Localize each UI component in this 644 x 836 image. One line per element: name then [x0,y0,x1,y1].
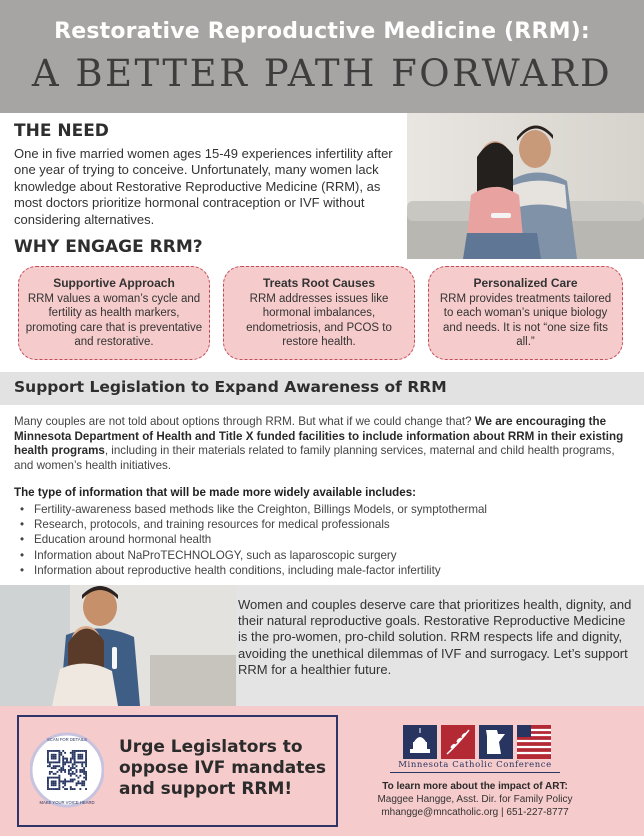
legislation-heading: Support Legislation to Expand Awareness of RRM [14,378,447,396]
card-body: RRM addresses issues like hormonal imbalances, endometriosis, and PCOS to restore health. [246,293,392,348]
mcc-logos [401,722,551,762]
card-title: Treats Root Causes [262,276,376,290]
org-name-text: Minnesota Catholic Conference [398,760,552,770]
info-heading: The type of information that will be made more widely available includes: [14,486,416,499]
need-heading: THE NEED [14,121,109,141]
learn-title: To learn more about the impact of ART: [382,781,568,792]
qr-code[interactable] [30,723,104,817]
contact-line[interactable]: mhangge@mncatholic.org | 651-227-8777 [381,807,569,818]
title-line-2: A BETTER PATH FORWARD [31,52,613,95]
need-body: One in five married women ages 15-49 experiences infertility after one year of trying to conceive. Unfortunately, many women lack knowledge about Restorative Reproductive Medicine (RRM), as most doctors prioritize hormonal contraception or IVF without considering alternatives. [14,146,393,227]
closing-text: Women and couples deserve care that prioritizes health, dignity, and their natural reproductive goals. Restorative Reproductive Medicine is the pro-women, pro-child solution. RRM respects life and dignity, avoiding the unethical dilemmas of IVF and surrogacy. Let’s support RRM for a healthier future. [238,597,632,677]
list-item: • Information about NaProTECHNOLOGY, such as laparoscopic surgery [14,548,626,563]
card-supportive-approach [18,266,210,360]
list-item: • Information about reproductive health conditions, including male-factor infertility [14,563,626,578]
org-name [350,760,600,773]
contact-name: Maggee Hangge, Asst. Dir. for Family Policy [377,794,573,805]
list-item: • Research, protocols, and training resources for medical professionals [14,517,626,532]
card-body: RRM values a woman’s cycle and fertility as health markers, promoting care that is preventative and restorative. [25,293,203,348]
cta-text: Urge Legislators to oppose IVF mandates and support RRM! [119,737,326,799]
list-item: • Fertility-awareness based methods like the Creighton, Billings Models, or symptothermal [14,502,626,517]
legislation-band [0,372,644,405]
card-body: RRM provides treatments tailored to each woman’s unique biology and needs. It is not “one size fits all.” [439,293,612,348]
legislation-rest: , including in their materials related to family planning services, maternal and child health programs, and women’s health initiatives. [14,444,615,472]
card-title: Supportive Approach [53,276,175,290]
contact-block [350,780,600,819]
qr-bottom-text: MAKE YOUR VOICE HEARD [39,800,95,805]
org-divider [390,772,560,773]
list-item: • Education around hormonal health [14,532,626,547]
card-personalized-care [428,266,623,360]
info-list [14,502,626,578]
why-heading: WHY ENGAGE RRM? [14,237,203,257]
couple-photo [407,113,644,259]
qr-top-text: SCAN FOR DETAILS [47,737,87,742]
card-treats-root-causes [223,266,415,360]
header-banner [0,0,644,113]
legislation-intro: Many couples are not told about options through RRM. But what if we could change that? [14,415,475,428]
title-line-1: Restorative Reproductive Medicine (RRM): [54,19,590,44]
happy-couple-photo [0,585,236,706]
legislation-body [14,415,626,473]
legislation-emphasis: We are encouraging the Minnesota Department of Health and Title X funded facilities to include information about RRM in their existing health programs [14,415,624,458]
card-title: Personalized Care [473,276,578,290]
